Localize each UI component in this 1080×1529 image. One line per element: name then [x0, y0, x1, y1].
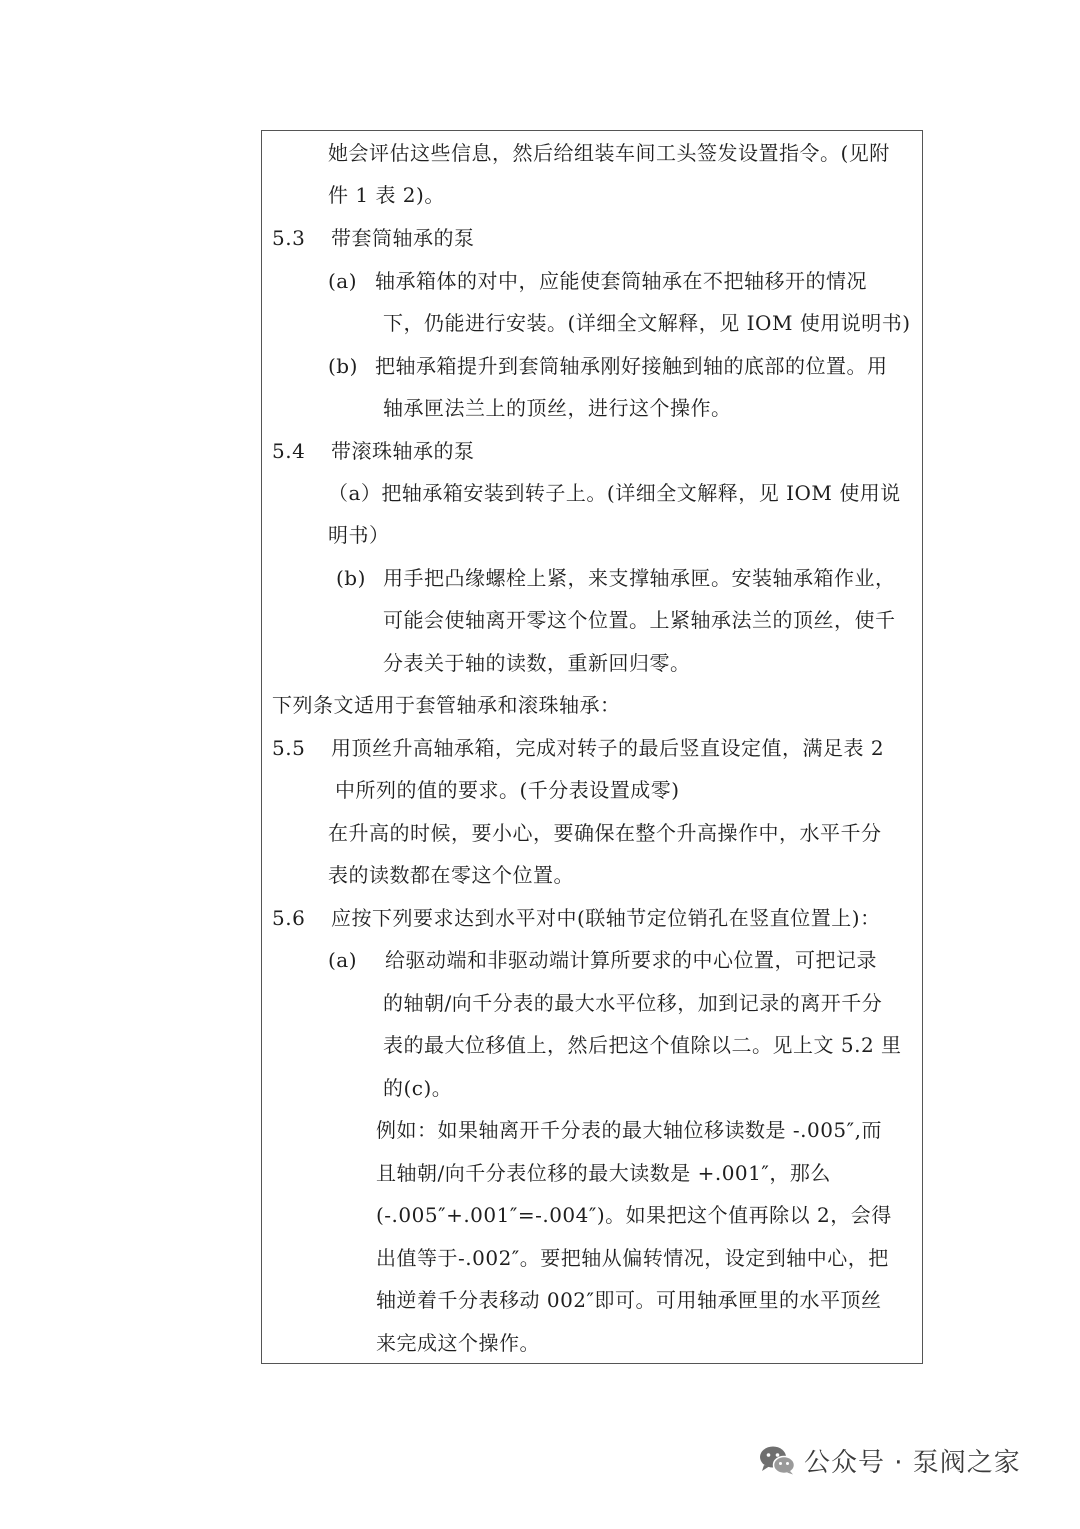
body-text-line: 件 1 表 2)。 [328, 183, 445, 207]
body-text-line: （a）把轴承箱安装到转子上。(详细全文解释，见 IOM 使用说 [328, 481, 901, 505]
body-text-line: 轴承匣法兰上的顶丝，进行这个操作。 [383, 396, 732, 420]
section-heading: 带滚珠轴承的泵 [331, 439, 475, 463]
body-text-line: 给驱动端和非驱动端计算所要求的中心位置，可把记录 [385, 948, 877, 972]
body-text-line: 的轴朝/向千分表的最大水平位移，加到记录的离开千分 [383, 991, 883, 1015]
section-number: 5.4 [272, 439, 306, 463]
example-text-line: 出值等于-.002″。要把轴从偏转情况，设定到轴中心，把 [376, 1246, 889, 1270]
body-text-line: 用手把凸缘螺栓上紧，来支撑轴承匣。安装轴承箱作业， [383, 566, 896, 590]
section-heading: 带套筒轴承的泵 [331, 226, 475, 250]
item-label: (b) [336, 566, 366, 590]
watermark [758, 1444, 1021, 1476]
body-text-line: 可能会使轴离开零这个位置。上紧轴承法兰的顶丝，使千 [383, 608, 896, 632]
body-text-line: 在升高的时候，要小心，要确保在整个升高操作中，水平千分 [328, 821, 882, 845]
body-text-line: 她会评估这些信息，然后给组装车间工头签发设置指令。(见附 [328, 141, 890, 165]
body-text-line: 明书） [328, 523, 390, 547]
body-text-line: 下，仍能进行安装。(详细全文解释，见 IOM 使用说明书) [383, 311, 911, 335]
section-number: 5.6 [272, 906, 306, 930]
body-text-line: 轴承箱体的对中，应能使套筒轴承在不把轴移开的情况 [375, 269, 867, 293]
body-text-line: 中所列的值的要求。(千分表设置成零) [335, 778, 680, 802]
body-text-line: 用顶丝升高轴承箱，完成对转子的最后竖直设定值，满足表 2 [331, 736, 885, 760]
item-label: (a) [328, 269, 358, 293]
example-text-line: 例如：如果轴离开千分表的最大轴位移读数是 -.005″,而 [376, 1118, 882, 1142]
watermark-text: 公众号 · 泵阀之家 [804, 1447, 1021, 1478]
body-text-line: 表的读数都在零这个位置。 [328, 863, 574, 887]
item-label: (a) [328, 948, 358, 972]
wechat-icon [758, 1445, 796, 1475]
body-text-line: 应按下列要求达到水平对中(联轴节定位销孔在竖直位置上)： [331, 906, 881, 930]
example-text-line: (-.005″+.001″=-.004″)。如果把这个值再除以 2，会得 [376, 1203, 892, 1227]
body-text-line: 下列条文适用于套管轴承和滚珠轴承： [272, 693, 621, 717]
example-text-line: 轴逆着千分表移动 002″即可。可用轴承匣里的水平顶丝 [376, 1288, 882, 1312]
example-text-line: 且轴朝/向千分表位移的最大读数是 +.001″，那么 [376, 1161, 831, 1185]
body-text-line: 的(c)。 [383, 1076, 453, 1100]
body-text-line: 把轴承箱提升到套筒轴承刚好接触到轴的底部的位置。用 [375, 354, 888, 378]
example-text-line: 来完成这个操作。 [376, 1331, 540, 1355]
body-text-line: 分表关于轴的读数，重新回归零。 [383, 651, 691, 675]
section-number: 5.5 [272, 736, 306, 760]
section-number: 5.3 [272, 226, 306, 250]
body-text-line: 表的最大位移值上，然后把这个值除以二。见上文 5.2 里 [383, 1033, 902, 1057]
item-label: (b) [328, 354, 358, 378]
